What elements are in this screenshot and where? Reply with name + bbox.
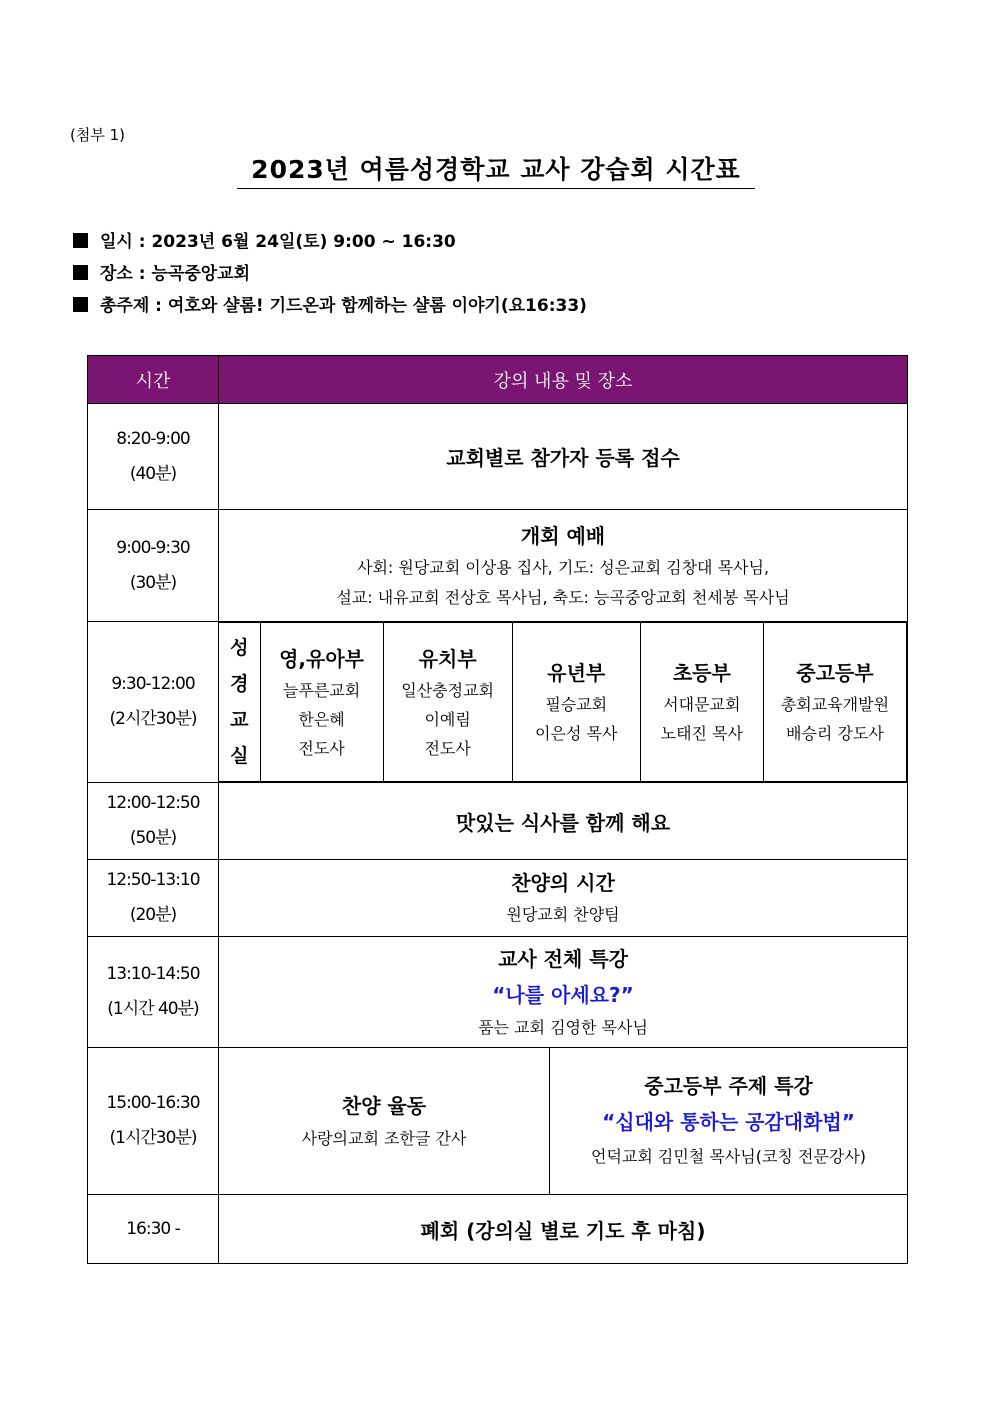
time-cell: [88, 1195, 219, 1264]
time-cell: [88, 783, 219, 860]
dept-church: 서대문교회: [663, 695, 741, 714]
session-title: 중고등부 주제 특강: [644, 1074, 813, 1098]
bullet-square-icon: [73, 265, 88, 280]
table-row: [88, 860, 908, 937]
session-detail: 사회: 원당교회 이상용 집사, 기도: 성은교회 김창대 목사님,: [356, 557, 770, 577]
time-cell: [88, 937, 219, 1048]
time-cell: [88, 622, 219, 783]
room-char: 실: [230, 745, 249, 767]
time-range: 9:00-9:30: [116, 537, 190, 558]
table-row: [88, 404, 908, 510]
content-cell-right: [550, 1048, 908, 1195]
info-date-text: 일시 : 2023년 6월 24일(토) 9:00 ~ 16:30: [100, 232, 456, 252]
time-duration: (1시간 40분): [107, 999, 199, 1019]
dept-person: 노태진 목사: [660, 724, 743, 743]
time-cell: [88, 1048, 219, 1195]
dept-church: 일산충정교회: [401, 680, 495, 700]
session-detail: 설교: 내유교회 전상호 목사님, 축도: 능곡중앙교회 천세봉 목사님: [336, 587, 790, 607]
session-title: 찬양 율동: [341, 1094, 427, 1118]
dept-lower-elementary: [512, 623, 640, 782]
dept-elementary: [640, 623, 763, 782]
page-title: 2023년 여름성경학교 교사 강습회 시간표: [237, 150, 755, 189]
time-duration: (40분): [129, 463, 177, 484]
dept-person: 배승리 강도사: [786, 724, 884, 743]
room-label: [219, 623, 260, 782]
attachment-label: (첨부 1): [70, 126, 125, 144]
session-speaker: 품는 교회 김영한 목사님: [478, 1018, 648, 1037]
dept-person: 한은혜: [298, 709, 345, 729]
dept-person: 이예림: [424, 709, 471, 729]
session-speaker: 언덕교회 김민철 목사님(코칭 전문강사): [590, 1147, 867, 1166]
session-title: 교사 전체 특강: [498, 947, 628, 971]
time-duration: (50분): [129, 828, 177, 848]
department-grid: [219, 622, 907, 782]
content-cell: [219, 860, 908, 937]
dept-church: 총회교육개발원: [780, 695, 890, 714]
dept-infant: [260, 623, 383, 782]
dept-church: 늘푸른교회: [282, 680, 361, 700]
content-cell: [219, 404, 908, 510]
dept-person: 이은성 목사: [535, 724, 618, 743]
info-place-text: 장소 : 능곡중앙교회: [100, 264, 251, 284]
content-cell: [219, 510, 908, 622]
time-range: 13:10-14:50: [106, 964, 200, 984]
dept-church: 필승교회: [545, 695, 608, 714]
time-duration: (20분): [129, 905, 177, 925]
table-row: [88, 1195, 908, 1264]
dept-person-title: 전도사: [298, 738, 345, 758]
dept-name: 영,유아부: [279, 646, 364, 671]
session-quote: “십대와 통하는 공감대화법”: [602, 1110, 855, 1134]
session-detail: 원당교회 찬양팀: [506, 905, 620, 924]
time-cell: [88, 510, 219, 622]
session-title: 교회별로 참가자 등록 접수: [446, 446, 680, 470]
table-row: [88, 1048, 908, 1195]
room-char: 교: [230, 709, 249, 731]
header-content: 강의 내용 및 장소: [219, 356, 908, 404]
dept-person-title: 전도사: [424, 738, 471, 758]
info-theme-text: 총주제 : 여호와 샬롬! 기드온과 함께하는 샬롬 이야기(요16:33): [100, 296, 587, 316]
room-char: 경: [230, 673, 249, 695]
schedule-table: [87, 355, 908, 1264]
time-range: 9:30-12:00: [111, 674, 195, 694]
time-duration: (30분): [129, 572, 177, 593]
time-range: 12:00-12:50: [106, 793, 200, 813]
room-char: 성: [230, 637, 249, 659]
session-title: 찬양의 시간: [511, 871, 615, 895]
table-row: [88, 937, 908, 1048]
time-range: 12:50-13:10: [106, 870, 200, 890]
info-date: [73, 227, 456, 252]
session-speaker: 사랑의교회 조한글 간사: [301, 1129, 467, 1148]
page-title-wrap: [0, 150, 992, 189]
dept-name: 초등부: [672, 661, 731, 685]
content-cell-left: [219, 1048, 550, 1195]
dept-youth: [763, 623, 906, 782]
header-time: 시간: [88, 356, 219, 404]
content-cell: [219, 937, 908, 1048]
table-row: [88, 510, 908, 622]
time-duration: (1시간30분): [109, 1128, 197, 1148]
info-theme: [73, 291, 587, 316]
content-cell: [219, 622, 908, 783]
session-quote: “나를 아세요?”: [492, 983, 634, 1007]
time-range: 16:30 -: [126, 1218, 180, 1239]
info-place: [73, 259, 250, 284]
content-cell: [219, 1195, 908, 1264]
time-range: 15:00-16:30: [106, 1093, 200, 1113]
bullet-square-icon: [73, 297, 88, 312]
table-row: [88, 783, 908, 860]
session-title: 폐회 (강의실 별로 기도 후 마침): [420, 1218, 706, 1243]
dept-name: 유년부: [547, 661, 606, 685]
time-range: 8:20-9:00: [116, 428, 190, 449]
dept-name: 중고등부: [796, 661, 874, 685]
time-cell: [88, 860, 219, 937]
table-row: [88, 622, 908, 783]
session-title: 맛있는 식사를 함께 해요: [455, 810, 671, 835]
content-cell: [219, 783, 908, 860]
time-cell: [88, 404, 219, 510]
session-title: 개회 예배: [520, 523, 606, 548]
time-duration: (2시간30분): [109, 709, 197, 729]
bullet-square-icon: [73, 233, 88, 248]
dept-name: 유치부: [418, 646, 477, 671]
dept-kindergarten: [383, 623, 512, 782]
